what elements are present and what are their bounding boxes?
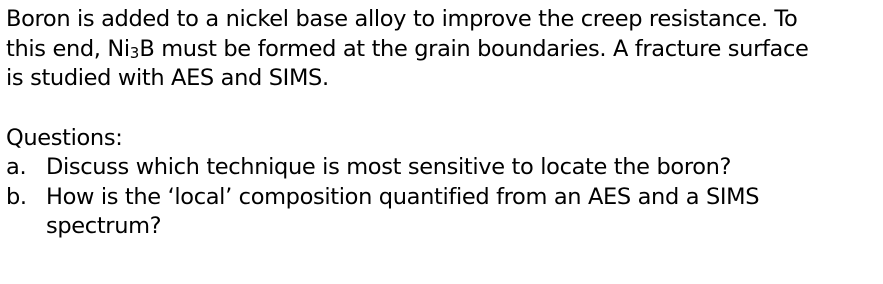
question-b-text-line-2: spectrum? — [46, 213, 162, 239]
subscript-3: 3 — [129, 43, 140, 62]
intro-line-2-start: this end, Ni — [6, 35, 130, 62]
intro-line-2-end: B must be formed at the grain boundaries. A fracture surface — [139, 35, 809, 62]
question-a-marker: a. — [6, 154, 27, 180]
paragraph-spacer — [6, 94, 878, 124]
intro-line-2 — [6, 35, 878, 65]
question-b-marker: b. — [6, 183, 27, 210]
question-a-text: Discuss which technique is most sensitive to locate the boron? — [46, 154, 732, 180]
intro-line-3: is studied with AES and SIMS. — [6, 65, 329, 91]
question-b-text-line-1: How is the ‘local’ composition quantified from an AES and a SIMS — [46, 183, 760, 210]
intro-paragraph — [6, 5, 878, 94]
questions-heading: Questions: — [6, 124, 123, 151]
question-b — [6, 183, 878, 242]
question-a — [6, 153, 878, 183]
intro-line-1: Boron is added to a nickel base alloy to improve the creep resistance. To — [6, 6, 798, 32]
questions-list — [6, 153, 878, 242]
document-body — [6, 5, 878, 242]
